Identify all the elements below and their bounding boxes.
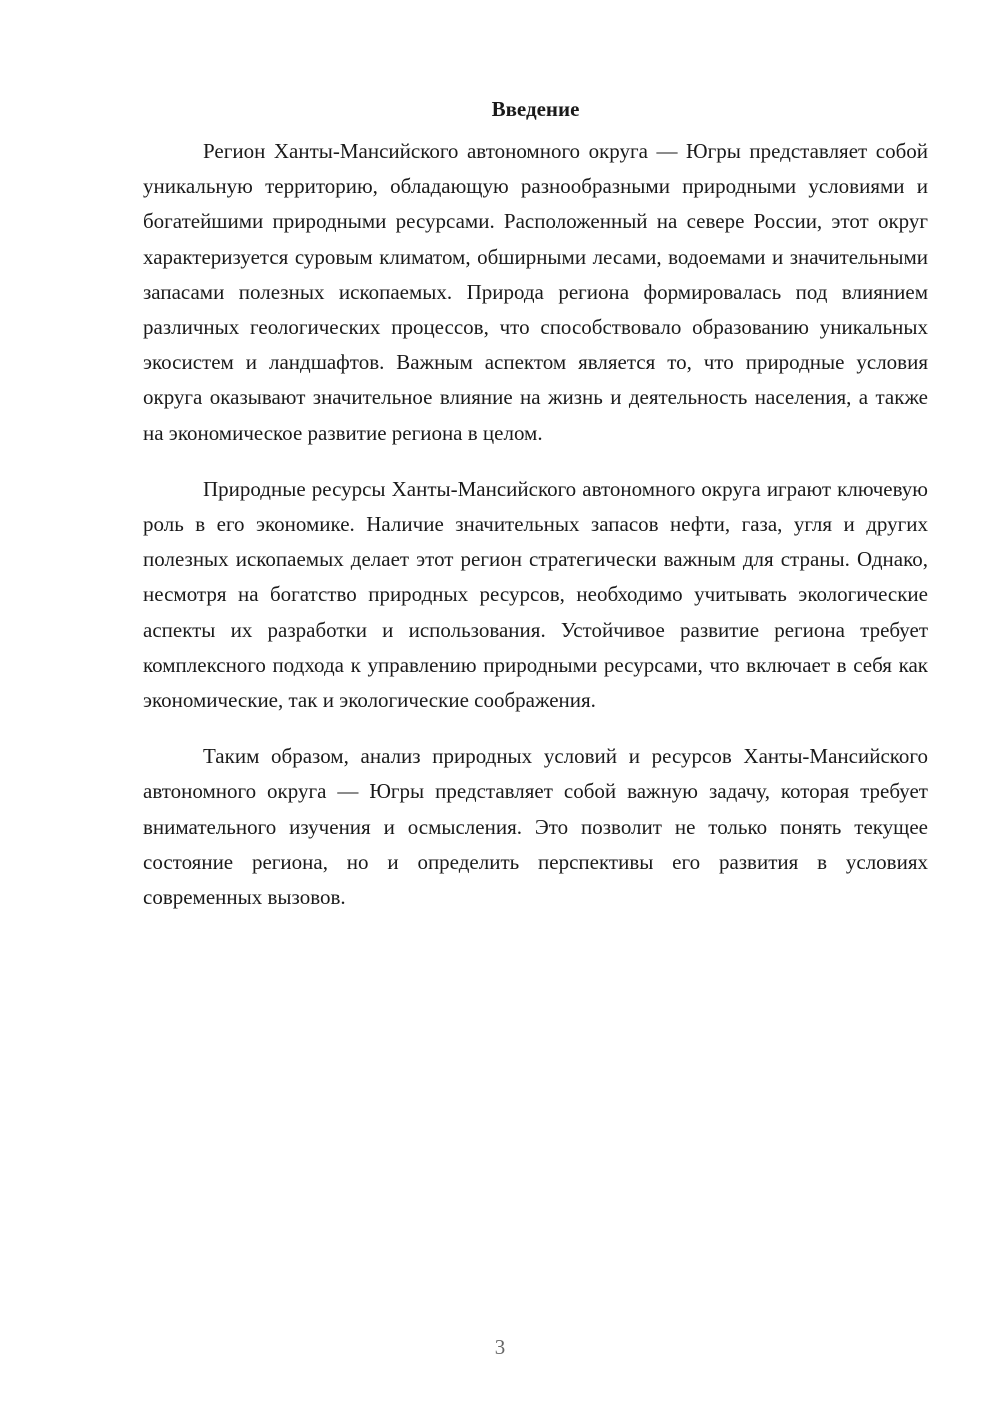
page-number: 3: [494, 1335, 506, 1359]
paragraph-2: Природные ресурсы Ханты-Мансийского автономного округа играют ключевую роль в его экономике. Наличие значительных запасов нефти, газа, угля и других полезных ископаемых делает этот регион стратегически важным для страны. Однако, несмотря на богатство природных ресурсов, необходимо учитывать экологические аспекты их разработки и использования. Устойчивое развитие региона требует комплексного подхода к управлению природными ресурсами, что включает в себя как экономические, так и экологические соображения.: [143, 476, 928, 713]
paragraph-3: Таким образом, анализ природных условий и ресурсов Ханты-Мансийского автономного округа — Югры представляет собой важную задачу, которая требует внимательного изучения и осмысления. Это позволит не только понять текущее состояние региона, но и определить перспективы его развития в условиях современных вызовов.: [143, 744, 928, 910]
paragraph-1: Регион Ханты-Мансийского автономного округа — Югры представляет собой уникальную территорию, обладающую разнообразными природными условиями и богатейшими природными ресурсами. Расположенный на севере России, этот округ характеризуется суровым климатом, обширными лесами, водоемами и значительными запасами полезных ископаемых. Природа региона формировалась под влиянием различных геологических процессов, что способствовало образованию уникальных экосистем и ландшафтов. Важным аспектом является то, что природные условия округа оказывают значительное влияние на жизнь и деятельность населения, а также на экономическое развитие региона в целом.: [143, 139, 928, 445]
section-heading: Введение: [491, 97, 580, 121]
document-body: [143, 92, 928, 936]
